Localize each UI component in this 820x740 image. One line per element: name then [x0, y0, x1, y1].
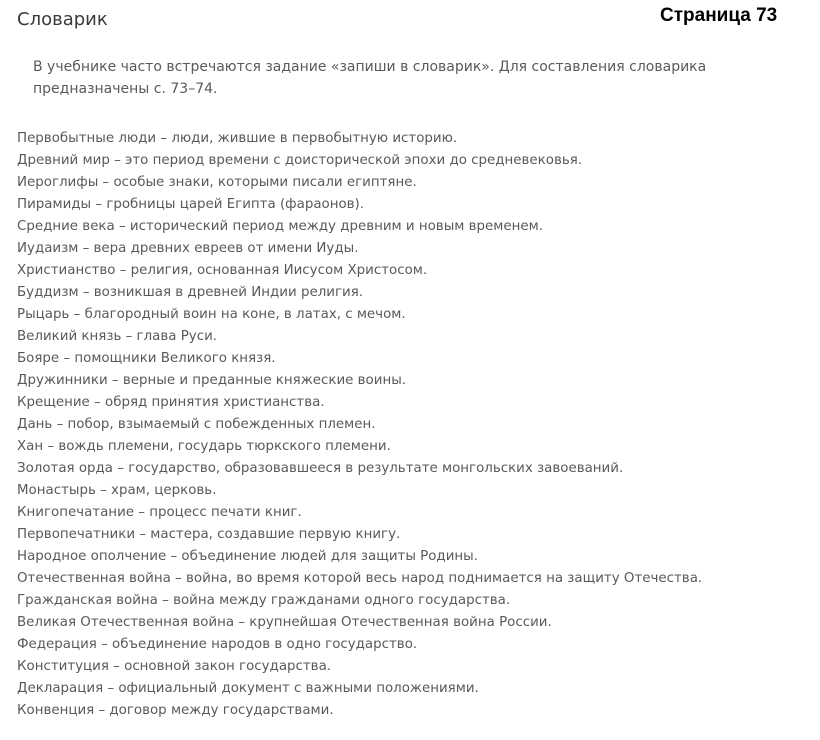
glossary-entry: Древний мир – это период времени с доисторической эпохи до средневековья.: [17, 153, 583, 168]
glossary-entry: Конституция – основной закон государства.: [17, 659, 332, 674]
glossary-entry: Гражданская война – война между гражданами одного государства.: [17, 593, 511, 608]
glossary-list: [17, 128, 702, 722]
glossary-entry: Золотая орда – государство, образовавшееся в результате монгольских завоеваний.: [17, 461, 624, 476]
glossary-entry: Бояре – помощники Великого князя.: [17, 351, 276, 366]
glossary-entry: Рыцарь – благородный воин на коне, в латах, с мечом.: [17, 307, 406, 322]
page-title: Словарик: [17, 9, 108, 30]
intro-paragraph: В учебнике часто встречаются задание «запиши в словарик». Для составления словарика предназначены с. 73–74.: [33, 59, 707, 97]
glossary-entry: Народное ополчение – объединение людей для защиты Родины.: [17, 549, 478, 564]
glossary-entry: Декларация – официальный документ с важными положениями.: [17, 681, 479, 696]
glossary-entry: Монастырь – храм, церковь.: [17, 483, 217, 498]
glossary-entry: Первобытные люди – люди, жившие в первобытную историю.: [17, 131, 458, 146]
glossary-entry: Буддизм – возникшая в древней Индии религия.: [17, 285, 364, 300]
glossary-entry: Хан – вождь племени, государь тюркского племени.: [17, 439, 391, 454]
glossary-entry: Иероглифы – особые знаки, которыми писали египтяне.: [17, 175, 417, 190]
glossary-entry: Иудаизм – вера древних евреев от имени Иуды.: [17, 241, 359, 256]
glossary-entry: Книгопечатание – процесс печати книг.: [17, 505, 302, 520]
glossary-entry: Дань – побор, взымаемый с побежденных племен.: [17, 417, 376, 432]
glossary-entry: Пирамиды – гробницы царей Египта (фараонов).: [17, 197, 365, 212]
glossary-entry: Христианство – религия, основанная Иисусом Христосом.: [17, 263, 428, 278]
glossary-entry: Первопечатники – мастера, создавшие первую книгу.: [17, 527, 401, 542]
glossary-entry: Дружинники – верные и преданные княжеские воины.: [17, 373, 407, 388]
glossary-entry: Великий князь – глава Руси.: [17, 329, 218, 344]
glossary-entry: Отечественная война – война, во время которой весь народ поднимается на защиту Отечества.: [17, 571, 703, 586]
glossary-entry: Крещение – обряд принятия христианства.: [17, 395, 325, 410]
glossary-entry: Великая Отечественная война – крупнейшая Отечественная война России.: [17, 615, 552, 630]
glossary-entry: Средние века – исторический период между древним и новым временем.: [17, 219, 543, 234]
page-number-label: Страница 73: [660, 5, 778, 26]
glossary-entry: Федерация – объединение народов в одно государство.: [17, 637, 418, 652]
glossary-entry: Конвенция – договор между государствами.: [17, 703, 334, 718]
